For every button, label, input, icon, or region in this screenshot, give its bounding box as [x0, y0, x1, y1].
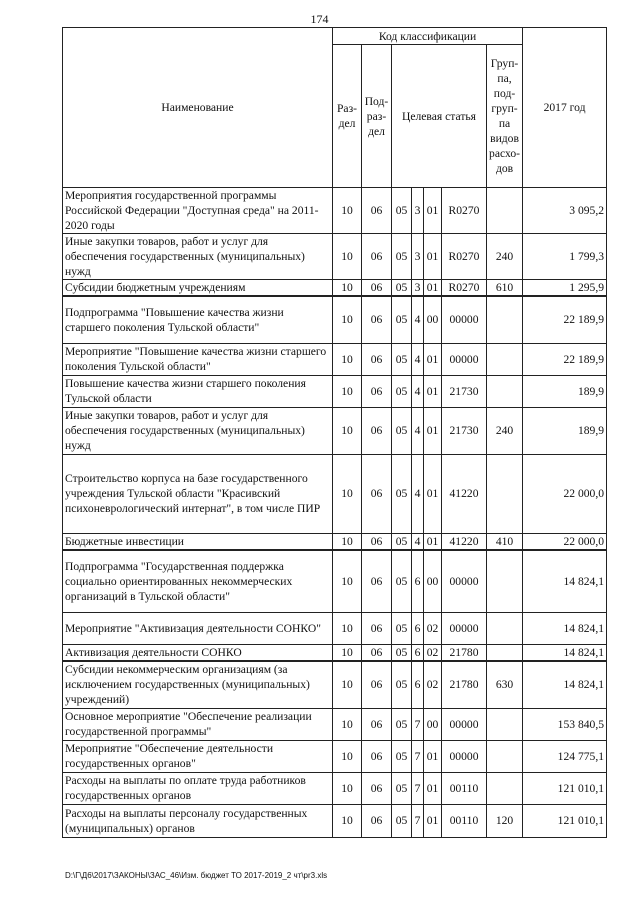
- row-target-direction: 41220: [442, 454, 487, 533]
- row-name: Субсидии некоммерческим организациям (за исключением государственных (муниципальных) учреждений): [63, 661, 333, 708]
- row-amount: 189,9: [523, 407, 607, 454]
- row-target-subprogram: 7: [412, 708, 424, 740]
- row-expense-group: [487, 550, 523, 613]
- row-podrazdel: 06: [362, 188, 392, 234]
- row-podrazdel: 06: [362, 645, 392, 662]
- row-expense-group: 610: [487, 280, 523, 297]
- row-target-program: 05: [392, 772, 412, 804]
- row-razdel: 10: [333, 772, 362, 804]
- row-target-program: 05: [392, 708, 412, 740]
- row-razdel: 10: [333, 188, 362, 234]
- table-row: [63, 407, 607, 454]
- row-amount: 22 000,0: [523, 533, 607, 550]
- table-row: [63, 296, 607, 343]
- row-amount: 14 824,1: [523, 613, 607, 645]
- row-amount: 1 295,9: [523, 280, 607, 297]
- table-row: [63, 804, 607, 837]
- header-year: 2017 год: [523, 28, 607, 188]
- row-amount: 3 095,2: [523, 188, 607, 234]
- row-expense-group: [487, 343, 523, 375]
- row-podrazdel: 06: [362, 533, 392, 550]
- row-target-event: 01: [424, 188, 442, 234]
- row-name: Основное мероприятие "Обеспечение реализации государственной программы": [63, 708, 333, 740]
- table-row: [63, 375, 607, 407]
- row-name: Расходы на выплаты по оплате труда работников государственных органов: [63, 772, 333, 804]
- row-target-subprogram: 4: [412, 296, 424, 343]
- table-row: [63, 661, 607, 708]
- row-target-direction: 00000: [442, 296, 487, 343]
- row-expense-group: 630: [487, 661, 523, 708]
- row-amount: 189,9: [523, 375, 607, 407]
- table-body: [63, 188, 607, 838]
- row-name: Мероприятие "Повышение качества жизни старшего поколения Тульской области": [63, 343, 333, 375]
- row-target-event: 00: [424, 550, 442, 613]
- row-razdel: 10: [333, 375, 362, 407]
- table-row: [63, 613, 607, 645]
- header-code: Код классификации: [333, 28, 523, 45]
- row-amount: 14 824,1: [523, 550, 607, 613]
- row-target-event: 02: [424, 661, 442, 708]
- row-amount: 22 189,9: [523, 296, 607, 343]
- table-row: [63, 188, 607, 234]
- row-podrazdel: 06: [362, 740, 392, 772]
- row-target-direction: 00110: [442, 804, 487, 837]
- row-target-event: 01: [424, 804, 442, 837]
- row-razdel: 10: [333, 343, 362, 375]
- table-row: [63, 454, 607, 533]
- row-target-subprogram: 3: [412, 188, 424, 234]
- row-target-direction: 00000: [442, 740, 487, 772]
- row-expense-group: [487, 613, 523, 645]
- row-name: Мероприятие "Активизация деятельности СОНКО": [63, 613, 333, 645]
- row-target-program: 05: [392, 804, 412, 837]
- row-amount: 22 000,0: [523, 454, 607, 533]
- row-target-direction: R0270: [442, 188, 487, 234]
- row-target-direction: 00000: [442, 343, 487, 375]
- row-name: Бюджетные инвестиции: [63, 533, 333, 550]
- row-expense-group: [487, 772, 523, 804]
- row-target-event: 01: [424, 740, 442, 772]
- row-razdel: 10: [333, 708, 362, 740]
- row-podrazdel: 06: [362, 343, 392, 375]
- row-target-subprogram: 4: [412, 343, 424, 375]
- row-razdel: 10: [333, 234, 362, 280]
- row-target-event: 00: [424, 296, 442, 343]
- row-target-direction: 21780: [442, 645, 487, 662]
- row-target-subprogram: 6: [412, 645, 424, 662]
- row-target-subprogram: 7: [412, 772, 424, 804]
- row-target-event: 01: [424, 407, 442, 454]
- header-name: Наименование: [63, 28, 333, 188]
- row-target-direction: R0270: [442, 234, 487, 280]
- row-expense-group: 410: [487, 533, 523, 550]
- row-podrazdel: 06: [362, 661, 392, 708]
- table-row: [63, 550, 607, 613]
- row-razdel: 10: [333, 661, 362, 708]
- row-target-direction: 00000: [442, 550, 487, 613]
- row-target-program: 05: [392, 234, 412, 280]
- row-target-event: 01: [424, 234, 442, 280]
- row-podrazdel: 06: [362, 234, 392, 280]
- row-amount: 153 840,5: [523, 708, 607, 740]
- page-number: 174: [310, 12, 329, 26]
- row-podrazdel: 06: [362, 375, 392, 407]
- row-podrazdel: 06: [362, 280, 392, 297]
- row-amount: 14 824,1: [523, 645, 607, 662]
- row-razdel: 10: [333, 407, 362, 454]
- row-target-direction: R0270: [442, 280, 487, 297]
- row-razdel: 10: [333, 645, 362, 662]
- row-target-subprogram: 6: [412, 550, 424, 613]
- row-target-event: 00: [424, 708, 442, 740]
- header-target: Целевая статья: [392, 45, 487, 188]
- row-podrazdel: 06: [362, 454, 392, 533]
- row-target-direction: 21780: [442, 661, 487, 708]
- row-amount: 121 010,1: [523, 772, 607, 804]
- row-target-event: 01: [424, 772, 442, 804]
- row-target-program: 05: [392, 661, 412, 708]
- row-expense-group: [487, 188, 523, 234]
- row-expense-group: [487, 740, 523, 772]
- row-expense-group: [487, 296, 523, 343]
- row-target-event: 01: [424, 280, 442, 297]
- row-target-subprogram: 4: [412, 407, 424, 454]
- row-razdel: 10: [333, 280, 362, 297]
- row-target-program: 05: [392, 296, 412, 343]
- table-row: [63, 343, 607, 375]
- row-name: Субсидии бюджетным учреждениям: [63, 280, 333, 297]
- row-target-program: 05: [392, 343, 412, 375]
- table-row: [63, 234, 607, 280]
- row-podrazdel: 06: [362, 772, 392, 804]
- row-amount: 22 189,9: [523, 343, 607, 375]
- row-target-program: 05: [392, 454, 412, 533]
- row-target-event: 01: [424, 533, 442, 550]
- row-expense-group: 120: [487, 804, 523, 837]
- row-amount: 121 010,1: [523, 804, 607, 837]
- row-target-direction: 00000: [442, 613, 487, 645]
- row-target-event: 02: [424, 613, 442, 645]
- row-target-direction: 41220: [442, 533, 487, 550]
- row-target-subprogram: 7: [412, 804, 424, 837]
- row-target-event: 01: [424, 375, 442, 407]
- table-row: [63, 280, 607, 297]
- header-section: Раз- дел: [333, 45, 362, 188]
- row-amount: 1 799,3: [523, 234, 607, 280]
- row-name: Подпрограмма "Повышение качества жизни старшего поколения Тульской области": [63, 296, 333, 343]
- row-razdel: 10: [333, 740, 362, 772]
- row-target-program: 05: [392, 613, 412, 645]
- row-target-program: 05: [392, 280, 412, 297]
- row-razdel: 10: [333, 454, 362, 533]
- table-row: [63, 772, 607, 804]
- row-name: Мероприятие "Обеспечение деятельности государственных органов": [63, 740, 333, 772]
- header-expense-group: Груп- па, под- груп- па видов расхо- дов: [487, 45, 523, 188]
- row-target-subprogram: 6: [412, 661, 424, 708]
- row-target-program: 05: [392, 407, 412, 454]
- row-podrazdel: 06: [362, 407, 392, 454]
- row-target-subprogram: 3: [412, 234, 424, 280]
- row-target-program: 05: [392, 550, 412, 613]
- row-expense-group: 240: [487, 407, 523, 454]
- row-name: Строительство корпуса на базе государственного учреждения Тульской области "Красивский психоневрологический интернат", в том числе ПИР: [63, 454, 333, 533]
- row-target-direction: 21730: [442, 375, 487, 407]
- row-expense-group: [487, 375, 523, 407]
- table-row: [63, 740, 607, 772]
- row-target-program: 05: [392, 740, 412, 772]
- row-expense-group: [487, 454, 523, 533]
- row-podrazdel: 06: [362, 804, 392, 837]
- row-podrazdel: 06: [362, 296, 392, 343]
- row-target-subprogram: 4: [412, 375, 424, 407]
- row-amount: 14 824,1: [523, 661, 607, 708]
- row-name: Иные закупки товаров, работ и услуг для обеспечения государственных (муниципальных) нужд: [63, 407, 333, 454]
- row-razdel: 10: [333, 533, 362, 550]
- table-row: [63, 708, 607, 740]
- row-target-event: 02: [424, 645, 442, 662]
- table-row: [63, 645, 607, 662]
- row-target-direction: 21730: [442, 407, 487, 454]
- row-razdel: 10: [333, 550, 362, 613]
- row-name: Иные закупки товаров, работ и услуг для обеспечения государственных (муниципальных) нужд: [63, 234, 333, 280]
- row-target-subprogram: 7: [412, 740, 424, 772]
- row-name: Расходы на выплаты персоналу государственных (муниципальных) органов: [63, 804, 333, 837]
- row-expense-group: [487, 645, 523, 662]
- table-row: [63, 533, 607, 550]
- row-target-program: 05: [392, 188, 412, 234]
- row-expense-group: 240: [487, 234, 523, 280]
- row-podrazdel: 06: [362, 708, 392, 740]
- row-target-subprogram: 3: [412, 280, 424, 297]
- file-path: D:\Г\Д6\2017\ЗАКОНЫ\ЗАС_46\Изм. бюджет ТО 2017-2019_2 чт\pr3.xls: [65, 871, 328, 880]
- row-target-subprogram: 6: [412, 613, 424, 645]
- row-name: Мероприятия государственной программы Российской Федерации "Доступная среда" на 2011-2020 годы: [63, 188, 333, 234]
- row-expense-group: [487, 708, 523, 740]
- row-target-subprogram: 4: [412, 533, 424, 550]
- row-target-direction: 00110: [442, 772, 487, 804]
- header-subsection: Под- раз- дел: [362, 45, 392, 188]
- row-name: Активизация деятельности СОНКО: [63, 645, 333, 662]
- row-name: Повышение качества жизни старшего поколения Тульской области: [63, 375, 333, 407]
- row-amount: 124 775,1: [523, 740, 607, 772]
- row-razdel: 10: [333, 613, 362, 645]
- row-podrazdel: 06: [362, 613, 392, 645]
- row-target-direction: 00000: [442, 708, 487, 740]
- row-target-program: 05: [392, 375, 412, 407]
- row-name: Подпрограмма "Государственная поддержка социально ориентированных некоммерческих организаций в Тульской области": [63, 550, 333, 613]
- row-target-program: 05: [392, 645, 412, 662]
- row-target-event: 01: [424, 454, 442, 533]
- row-target-subprogram: 4: [412, 454, 424, 533]
- row-target-event: 01: [424, 343, 442, 375]
- row-podrazdel: 06: [362, 550, 392, 613]
- row-target-program: 05: [392, 533, 412, 550]
- budget-table: [62, 27, 607, 838]
- row-razdel: 10: [333, 296, 362, 343]
- row-razdel: 10: [333, 804, 362, 837]
